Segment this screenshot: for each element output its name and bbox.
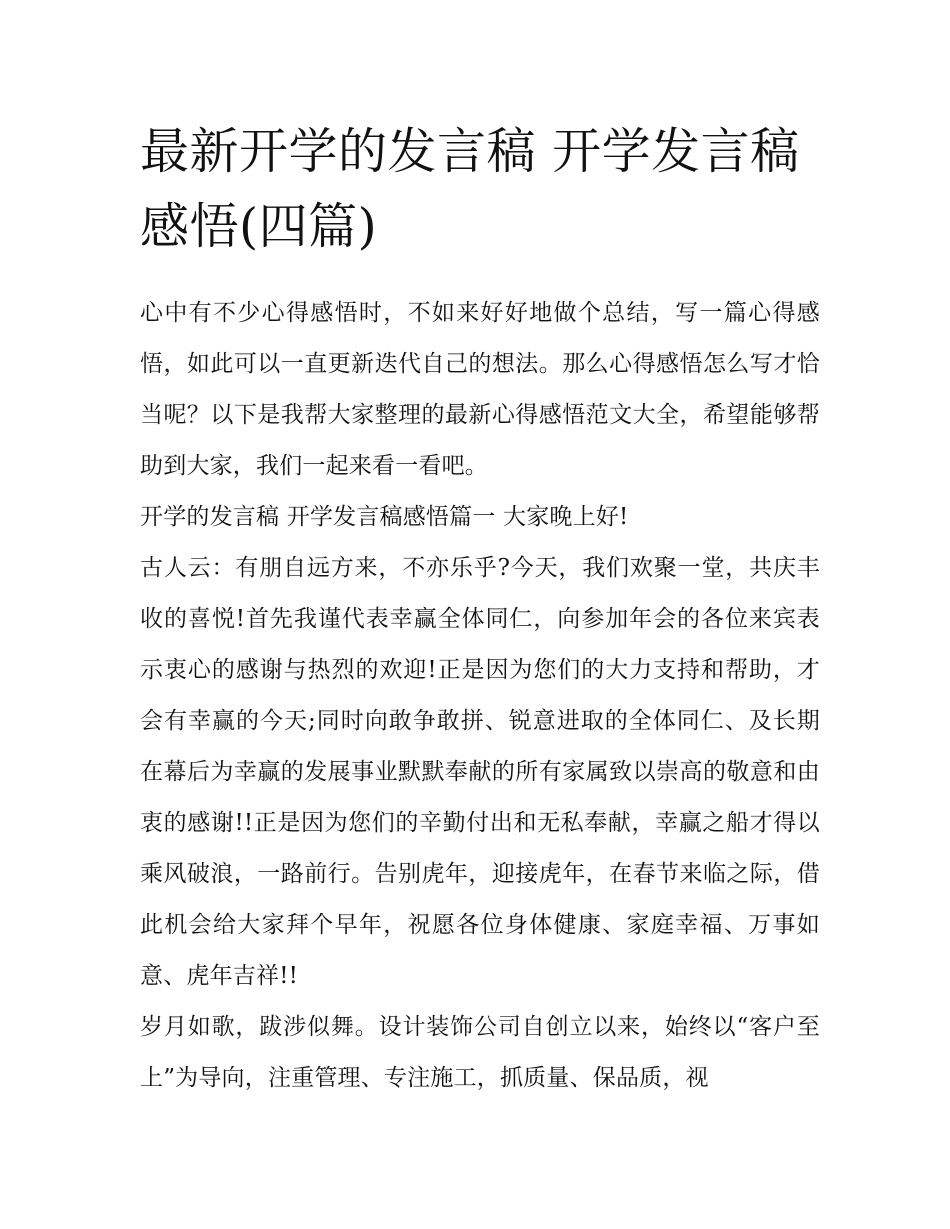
document-title: 最新开学的发言稿 开学发言稿感悟(四篇): [140, 123, 800, 255]
document-body: [140, 288, 820, 1104]
section-heading-paragraph: 开学的发言稿 开学发言稿感悟篇一 大家晚上好!: [140, 504, 629, 530]
speech-paragraph-1: 古人云：有朋自远方来，不亦乐乎?今天，我们欢聚一堂，共庆丰收的喜悦!首先我谨代表幸赢全体同仁，向参加年会的各位来宾表示衷心的感谢与热烈的欢迎!正是因为您们的大力支持和帮助，才会有幸赢的今天;同时向敢争敢拼、锐意进取的全体同仁、及长期在幕后为幸赢的发展事业默默奉献的所有家属致以崇高的敬意和由衷的感谢!!正是因为您们的辛勤付出和无私奉献，幸赢之船才得以乘风破浪，一路前行。告别虎年，迎接虎年，在春节来临之际，借此机会给大家拜个早年，祝愿各位身体健康、家庭幸福、万事如意、虎年吉祥!!: [140, 555, 820, 989]
speech-paragraph-2: 岁月如歌，跋涉似舞。设计装饰公司自创立以来，始终以“客户至上”为导向，注重管理、专注施工，抓质量、保品质，视: [140, 1014, 820, 1091]
document-content: [140, 114, 820, 1104]
intro-paragraph: 心中有不少心得感悟时，不如来好好地做个总结，写一篇心得感悟，如此可以一直更新迭代自己的想法。那么心得感悟怎么写才恰当呢？以下是我帮大家整理的最新心得感悟范文大全，希望能够帮助到大家，我们一起来看一看吧。: [140, 300, 820, 479]
